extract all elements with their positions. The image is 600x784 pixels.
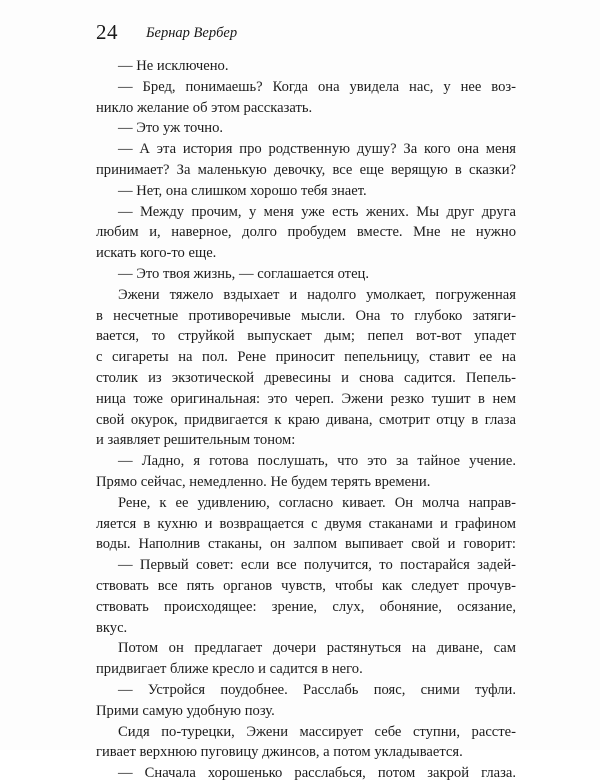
text-line: Эжени тяжело вздыхает и надолго умолкает, погруженная <box>118 286 516 303</box>
text-line: Прими самую удобную позу. <box>96 702 275 719</box>
text-line: — Это уж точно. <box>118 120 224 137</box>
text-line: ляется в кухню и возвращается с двумя стаканами и графином <box>96 515 516 532</box>
text-line: никло желание об этом рассказать. <box>96 99 313 116</box>
text-line: и заявляет решительным тоном: <box>96 432 296 449</box>
text-line: — Не исключено. <box>118 58 229 74</box>
text-line: ствовать все пять органов чувств, чтобы как следует прочув- <box>96 577 516 594</box>
page-header <box>96 20 237 45</box>
text-line: гивает верхнюю пуговицу джинсов, а потом укладывается. <box>96 744 463 761</box>
text-line: — Сначала хорошенько расслабься, потом закрой глаза. <box>118 765 516 782</box>
text-line: ствовать происходящее: зрение, слух, обоняние, осязание, <box>96 598 516 615</box>
text-line: свой окурок, придвигается к краю дивана, смотрит отцу в глаза <box>96 411 516 428</box>
text-line: Сидя по-турецки, Эжени массирует себе ступни, расстe- <box>118 723 516 740</box>
text-line: с сигареты на пол. Рене приносит пепельницу, ставит ее на <box>96 349 516 366</box>
text-line: ница тоже оригинальная: это череп. Эжени резко тушит в нем <box>96 390 516 407</box>
page-number: 24 <box>96 20 118 44</box>
text-line: придвигает ближе кресло и садится в него. <box>96 661 363 678</box>
text-line: принимает? За маленькую девочку, все еще верящую в сказки? <box>96 161 516 178</box>
text-line: — Ладно, я готова послушать, что это за тайное учение. <box>118 453 516 470</box>
text-line: — Нет, она слишком хорошо тебя знает. <box>118 182 367 199</box>
text-line: Рене, к ее удивлению, согласно кивает. Он молча направ- <box>118 494 516 511</box>
text-line: вкус. <box>96 619 128 636</box>
text-line: — А эта история про родственную душу? За кого она меня <box>118 141 516 158</box>
running-title: Бернар Вербер <box>146 25 238 41</box>
body-text <box>96 56 516 784</box>
text-line: воды. Наполнив стаканы, он залпом выпивает свой и говорит: <box>96 536 516 553</box>
text-line: — Бред, понимаешь? Когда она увидела нас, у нее воз- <box>118 78 516 95</box>
text-line: Прямо сейчас, немедленно. Не будем терять времени. <box>96 473 431 490</box>
text-line: Потом он предлагает дочери растянуться на диване, сам <box>118 640 516 657</box>
text-line: в несчетные противоречивые мысли. Она то глубоко затяги- <box>96 307 516 324</box>
text-line: — Это твоя жизнь, — соглашается отец. <box>118 265 370 282</box>
text-line: — Между прочим, у меня уже есть жених. Мы друг друга <box>118 203 516 220</box>
text-line: — Устройся поудобнее. Расслабь пояс, сними туфли. <box>118 681 516 698</box>
text-line: вается, то струйкой выпускает дым; пепел вот-вот упадет <box>96 328 516 345</box>
text-line: искать кого-то еще. <box>96 245 217 262</box>
text-line: любим и, наверное, долго пробудем вместе. Мне не нужно <box>96 224 516 241</box>
text-line: — Первый совет: если все получится, то постарайся задей- <box>118 557 516 574</box>
text-line: столик из экзотической древесины и снова садится. Пепель- <box>96 369 516 386</box>
